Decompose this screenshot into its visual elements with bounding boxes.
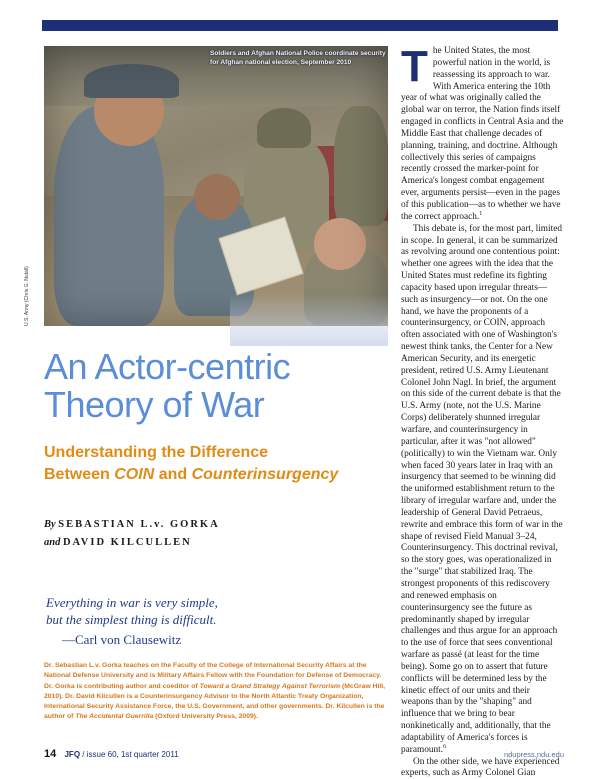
author-name: DAVID KILCULLEN <box>62 537 192 548</box>
site-url: ndupress.ndu.edu <box>503 750 564 759</box>
article-title: An Actor-centric Theory of War <box>44 346 291 425</box>
article-body <box>401 42 564 779</box>
photo-credit: U.S. Army (Chris G. Nutall) <box>24 266 30 326</box>
journal-name: JFQ <box>64 750 81 759</box>
header-bar <box>42 20 558 31</box>
byline: By SEBASTIAN L.v. GORKA and DAVID KILCULLEN <box>44 519 220 548</box>
issue-info: / issue 60, 1st quarter 2011 <box>82 750 179 759</box>
cover-photo <box>44 46 388 326</box>
epigraph-attribution: —Carl von Clausewitz <box>62 632 182 647</box>
epigraph: Everything in war is very simple, but the simplest thing is difficult. —Carl von Clausewitz <box>46 594 346 648</box>
paragraph: On the other side, we have experienced experts, such as Army Colonel Gian <box>401 756 560 779</box>
author-bio: Dr. Sebastian L.v. Gorka teaches on the Faculty of the College of International Security Affairs at the National Defense University and is Military Affairs Fellow with the Foundation for Defense of Democracy. Dr. Gorka is contributing author and coeditor of Toward a Grand Strategy Against Terrorism (McGraw Hill, 2010). Dr. David Kilcullen is a Counterinsurgency Advisor to the North Atlantic Treaty Organization, International Security Assistance Force, the U.S. Government, and other governments. Dr. Kilcullen is the author of The Accidental Guerrilla (Oxford University Press, 2009). <box>44 662 386 721</box>
photo-caption: Soldiers and Afghan National Police coordinate security for Afghan national election, September 2010 <box>210 50 386 66</box>
drop-cap: T <box>401 42 428 91</box>
article-subtitle: Understanding the Difference Between COIN and Counterinsurgency <box>44 444 339 483</box>
page-footer <box>44 748 564 760</box>
article-title-block <box>44 348 388 496</box>
page-number: 14 <box>44 748 57 760</box>
paragraph: The United States, the most powerful nation in the world, is reassessing its approach to war. With America entering the 10th year of what was originally called the global war on terror, the Nation finds itself engaged in conflicts in Central Asia and the Middle East that challenge decades of planning, training, and doctrine. Although collectively this series of campaigns recently crossed the marker-point for America's longest combat engagement ever, arguments persist—even in the pages of this publication—as to whether we have the correct approach.$^1$ <box>401 42 564 222</box>
paragraph: This debate is, for the most part, limited in scope. In general, it can be summarized as revolving around one contentious point: whether one agrees with the idea that the United States must redefine its fighting capacity based upon irregular threats—such as insurgency—or not. On the one hand, we have the proponents of a counterinsurgency, or COIN, approach often associated with one of Washington's newest think tanks, the Center for a New American Security, and its energetic president, retired U.S. Army Lieutenant Colonel John Nagl. In brief, the argument on this side of the current debate is that the U.S. Army (note, not the U.S. Marine Corps) deliberately shunned irregular warfare, and counterinsurgency in particular, after it was "not allowed" (politically) to win the Vietnam war. Only when faced 30 years later in Iraq with an insurgency that seemed to be winning did the uniformed establishment return to the library of irregular warfare and, under the leadership of General David Petraeus, rewrite and embrace this form of war in the shape of revised Field Manual 3–24, Counterinsurgency. This doctrinal revival, so the story goes, was operationalized in the "surge" that stabilized Iraq. The strongest proponents of this rediscovery and renewed emphasis on counterinsurgency see the future as predominantly shaped by irregular challenges and thus argue for an approach to the use of force that sees conventional warfare as passé (at least for the time being). Some go on to assert that future conflicts will be determined less by the kinetic effect of our units and their weapons than by the "shaping" and influence that we bring to bear nonkinetically and, additionally, that the adaptability of America's forces is paramount.$^6$ <box>401 223 563 755</box>
author-name: SEBASTIAN L.v. GORKA <box>58 519 220 530</box>
